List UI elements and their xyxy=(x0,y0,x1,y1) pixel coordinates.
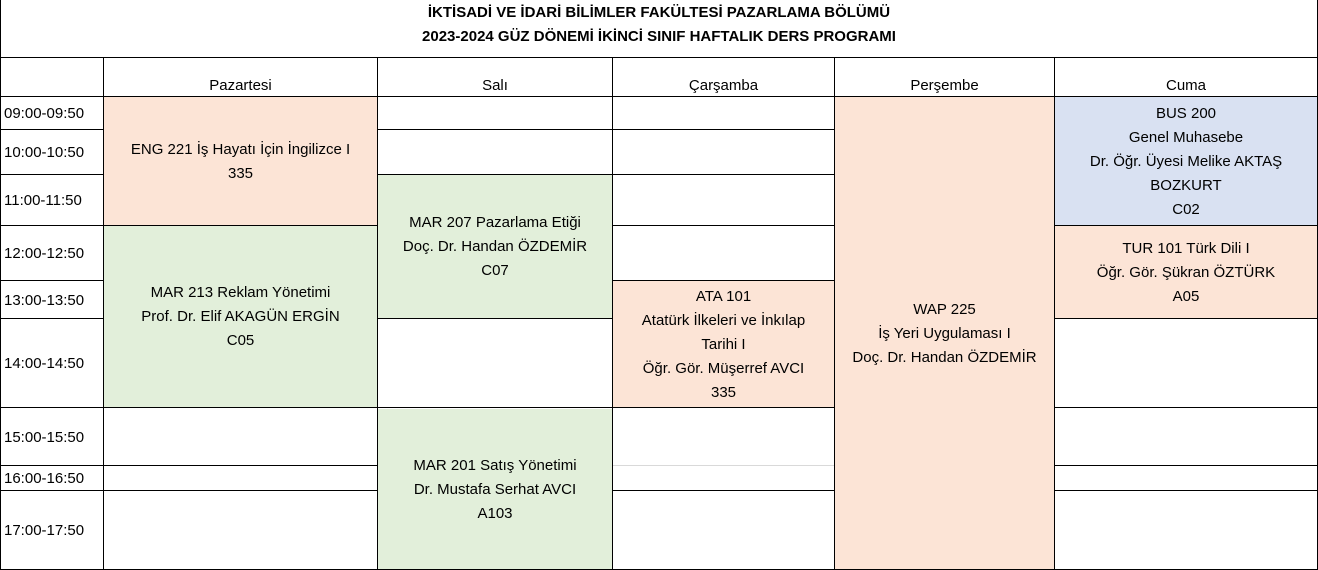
grid-line xyxy=(0,407,104,408)
time-slot-0900: 09:00-09:50 xyxy=(4,105,85,122)
course-eng221-name: ENG 221 İş Hayatı İçin İngilizce I xyxy=(130,140,351,158)
grid-line xyxy=(834,57,835,570)
course-wap225-code: WAP 225 xyxy=(913,300,976,318)
time-slot-1200: 12:00-12:50 xyxy=(4,245,85,262)
course-mar207-room: C07 xyxy=(481,262,509,279)
course-mar201 xyxy=(378,409,612,570)
course-tur101-name: TUR 101 Türk Dili I xyxy=(1122,239,1250,257)
course-ata101 xyxy=(613,281,834,408)
grid-line xyxy=(377,57,378,570)
course-bus200-name: Genel Muhasebe xyxy=(1128,128,1244,146)
course-mar213-room: C05 xyxy=(226,332,255,349)
grid-line xyxy=(613,465,834,466)
grid-line xyxy=(378,174,612,175)
grid-line xyxy=(378,407,612,408)
grid-line xyxy=(104,225,377,226)
grid-line xyxy=(613,407,834,408)
course-mar201-instructor: Dr. Mustafa Serhat AVCI xyxy=(413,480,577,498)
course-eng221-room: 335 xyxy=(227,164,254,182)
grid-line xyxy=(1055,318,1317,319)
grid-line xyxy=(613,129,834,130)
time-slot-1400: 14:00-14:50 xyxy=(4,355,85,372)
grid-line xyxy=(0,318,104,319)
course-mar207-instructor: Doç. Dr. Handan ÖZDEMİR xyxy=(402,238,588,255)
grid-line xyxy=(0,174,104,175)
course-ata101-room: 335 xyxy=(710,383,737,401)
time-slot-1600: 16:00-16:50 xyxy=(4,470,85,487)
grid-line xyxy=(378,318,612,319)
grid-line xyxy=(104,407,377,408)
grid-line xyxy=(0,57,1318,58)
course-mar201-name: MAR 201 Satış Yönetimi xyxy=(413,456,577,474)
course-ata101-code: ATA 101 xyxy=(695,287,752,305)
day-header-wednesday: Çarşamba xyxy=(688,77,759,94)
grid-line xyxy=(1055,465,1317,466)
day-header-friday: Cuma xyxy=(1165,77,1206,94)
time-slot-1300: 13:00-13:50 xyxy=(4,291,85,309)
page-title-line-1: İKTİSADİ VE İDARİ BİLİMLER FAKÜLTESİ PAZARLAMA BÖLÜMÜ xyxy=(427,4,891,21)
grid-line xyxy=(613,280,834,281)
grid-line xyxy=(0,465,104,466)
grid-line xyxy=(0,96,1318,97)
grid-line xyxy=(613,174,834,175)
grid-line xyxy=(104,465,377,466)
course-eng221 xyxy=(104,97,377,226)
course-bus200 xyxy=(1055,97,1317,226)
course-mar213 xyxy=(104,226,377,408)
course-tur101-instructor: Öğr. Gör. Şükran ÖZTÜRK xyxy=(1096,263,1276,281)
course-bus200-instructor-1: Dr. Öğr. Üyesi Melike AKTAŞ xyxy=(1089,152,1283,170)
grid-line xyxy=(0,225,104,226)
grid-line xyxy=(613,490,834,491)
time-slot-1100: 11:00-11:50 xyxy=(4,192,82,209)
course-ata101-instructor: Öğr. Gör. Müşerref AVCI xyxy=(642,359,805,377)
grid-line xyxy=(104,490,377,491)
course-mar207-name: MAR 207 Pazarlama Etiği xyxy=(409,214,581,231)
grid-line xyxy=(1055,490,1317,491)
day-header-tuesday: Salı xyxy=(482,77,508,94)
time-slot-1000: 10:00-10:50 xyxy=(4,144,85,161)
course-ata101-name-1: Atatürk İlkeleri ve İnkılap xyxy=(641,311,806,329)
grid-line xyxy=(378,129,612,130)
grid-line xyxy=(0,490,104,491)
course-bus200-instructor-2: BOZKURT xyxy=(1150,176,1222,194)
grid-line xyxy=(0,0,1,570)
grid-line xyxy=(1055,407,1317,408)
grid-line xyxy=(612,57,613,570)
course-mar213-instructor: Prof. Dr. Elif AKAGÜN ERGİN xyxy=(141,308,340,325)
page-title-line-2: 2023-2024 GÜZ DÖNEMİ İKİNCİ SINIF HAFTALIK DERS PROGRAMI xyxy=(422,28,896,45)
day-header-thursday: Perşembe xyxy=(910,77,979,94)
grid-line xyxy=(0,280,104,281)
course-mar207 xyxy=(378,175,612,319)
course-bus200-room: C02 xyxy=(1172,200,1200,218)
course-wap225 xyxy=(835,97,1054,570)
grid-line xyxy=(103,57,104,570)
grid-line xyxy=(1054,57,1055,570)
course-mar213-name: MAR 213 Reklam Yönetimi xyxy=(150,284,331,301)
course-mar201-room: A103 xyxy=(477,504,513,522)
time-slot-1700: 17:00-17:50 xyxy=(4,522,85,539)
day-header-monday: Pazartesi xyxy=(209,77,272,94)
grid-line xyxy=(0,129,104,130)
course-ata101-name-2: Tarihi I xyxy=(701,335,746,353)
course-tur101 xyxy=(1055,226,1317,319)
time-slot-1500: 15:00-15:50 xyxy=(4,428,85,446)
course-wap225-name: İş Yeri Uygulaması I xyxy=(878,324,1011,342)
course-tur101-room: A05 xyxy=(1172,287,1200,305)
grid-line xyxy=(613,225,834,226)
course-wap225-instructor: Doç. Dr. Handan ÖZDEMİR xyxy=(852,348,1037,366)
course-bus200-code: BUS 200 xyxy=(1155,104,1217,122)
grid-line xyxy=(1055,225,1317,226)
